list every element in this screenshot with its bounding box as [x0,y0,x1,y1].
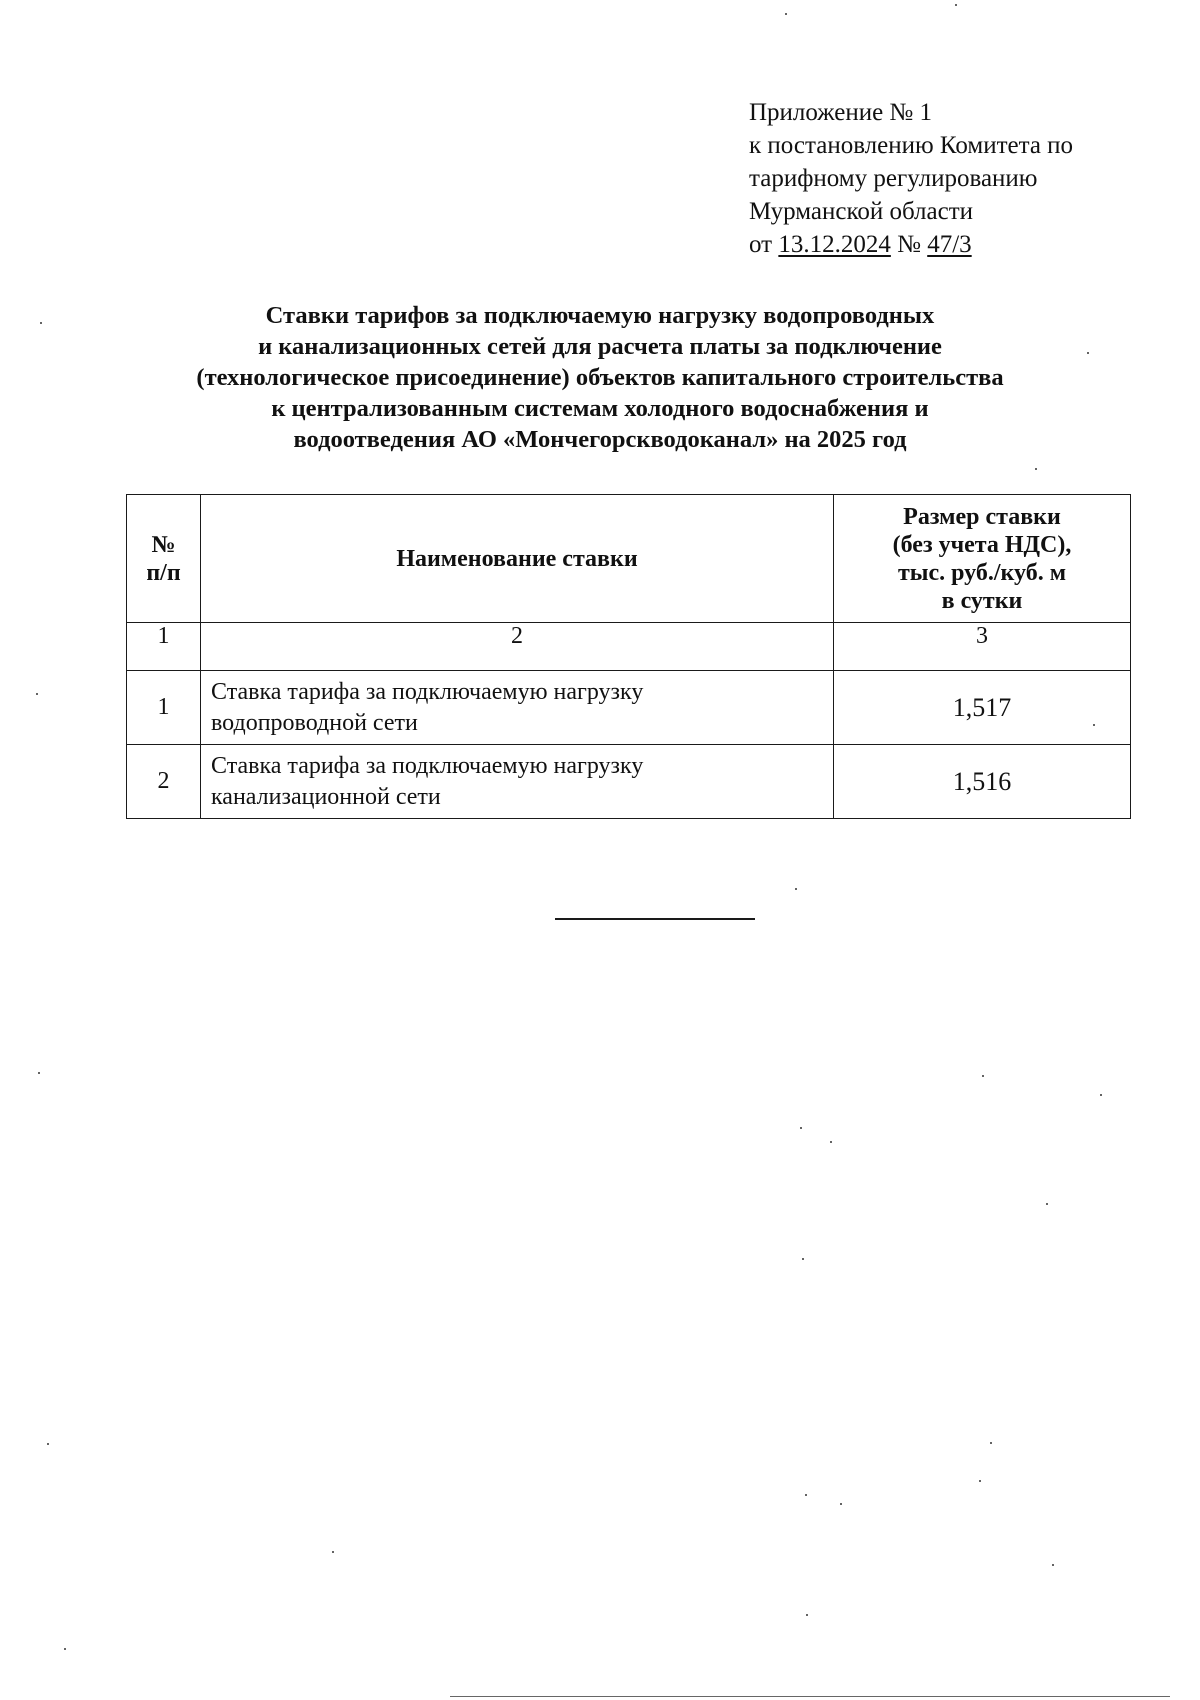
row-name-line-2: водопроводной сети [211,709,418,736]
scan-speck [1035,468,1037,470]
title-line-4: к централизованным системам холодного водоснабжения и [271,395,929,422]
row-name [201,745,834,819]
row-name-line-1: Ставка тарифа за подключаемую нагрузку [211,752,644,779]
appendix-line-4: Мурманской области [749,198,974,225]
header-value [834,495,1131,623]
header-value-line-1: Размер ставки [903,503,1061,530]
scan-speck [982,1075,984,1077]
title-line-1: Ставки тарифов за подключаемую нагрузку водопроводных [265,302,935,329]
table-row [127,745,1131,819]
scan-speck [990,1442,992,1444]
row-name-line-2: канализационной сети [211,783,441,810]
scan-speck [955,4,957,6]
column-index-cell: 2 [201,623,834,671]
table-header-row [127,495,1131,623]
scan-speck [1100,1094,1102,1096]
scan-speck [1052,1564,1054,1566]
appendix-line-3: тарифному регулированию [749,165,1038,192]
appendix-block [749,96,1073,261]
scan-speck [979,1480,981,1482]
title-line-3: (технологическое присоединение) объектов капитального строительства [196,364,1004,391]
row-name [201,671,834,745]
scan-speck [1087,352,1089,354]
number-prefix: № [890,231,928,258]
appendix-title: Приложение № 1 [749,99,933,126]
column-index-cell: 1 [127,623,201,671]
appendix-date-line [749,228,1073,261]
appendix-line-2: к постановлению Комитета по [749,132,1074,159]
scan-speck [40,322,42,324]
end-divider-line [555,918,755,920]
row-num: 1 [127,671,201,745]
scan-bottom-edge-line [450,1696,1170,1697]
resolution-number: 47/3 [927,231,972,258]
header-num-label: п/п [146,559,181,586]
header-value-line-3: тыс. руб./куб. м [897,559,1067,586]
scan-speck [805,1494,807,1496]
header-name: Наименование ставки [201,495,834,623]
title-line-2: и канализационных сетей для расчета платы за подключение [258,333,942,360]
scan-speck [47,1443,49,1445]
row-name-line-1: Ставка тарифа за подключаемую нагрузку [211,678,644,705]
scan-speck [795,888,797,890]
scan-speck [785,13,787,15]
rates-table [126,494,1131,819]
document-title [100,300,1100,455]
row-value: 1,516 [834,745,1131,819]
scan-speck [38,1072,40,1074]
header-num [127,495,201,623]
row-value: 1,517 [834,671,1131,745]
scan-speck [840,1503,842,1505]
scan-speck [1093,724,1095,726]
column-index-row [127,623,1131,671]
scan-speck [800,1127,802,1129]
row-num: 2 [127,745,201,819]
table-row [127,671,1131,745]
scan-speck [64,1648,66,1650]
scan-speck [36,693,38,695]
date-prefix: от [749,231,779,258]
scan-speck [1046,1203,1048,1205]
scan-speck [806,1614,808,1616]
header-value-line-4: в сутки [941,587,1023,614]
scan-speck [830,1141,832,1143]
scan-speck [332,1551,334,1553]
scan-speck [802,1258,804,1260]
header-num-symbol: № [151,531,176,558]
column-index-cell: 3 [834,623,1131,671]
header-value-line-2: (без учета НДС), [892,531,1072,558]
title-line-5: водоотведения АО «Мончегорскводоканал» на 2025 год [293,426,907,453]
resolution-date: 13.12.2024 [778,231,891,258]
